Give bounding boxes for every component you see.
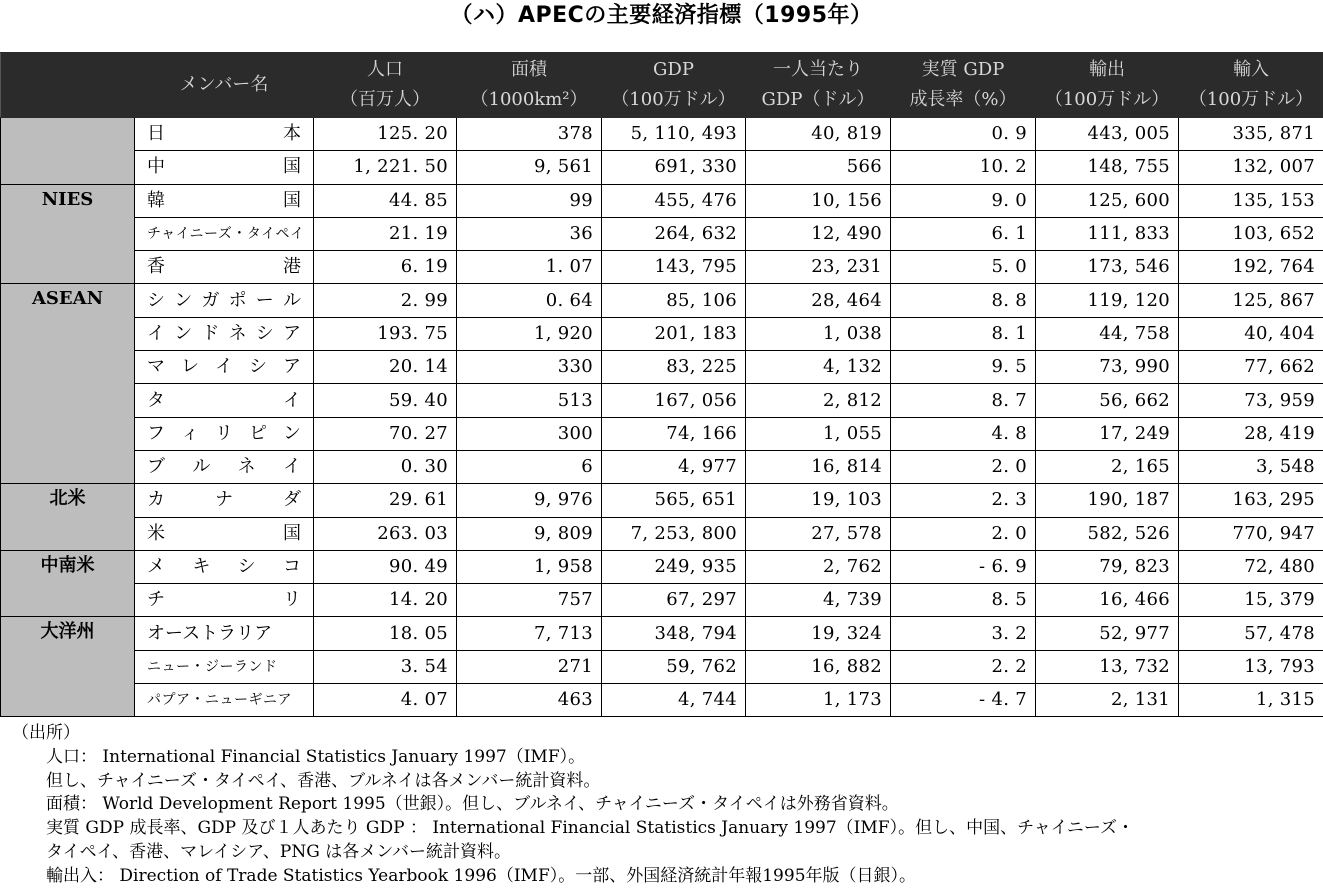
member-name-part: 国 [283,522,301,544]
gdp-cell: 67, 297 [602,584,746,617]
member-name-cell [135,684,314,717]
member-name-part: 国 [283,156,301,178]
gdp-cell: 167, 056 [602,384,746,417]
table-row [1,151,1323,184]
gdp-per-capita-cell: 566 [746,151,891,184]
gdp-cell: 4, 977 [602,450,746,483]
table-row [1,650,1323,683]
gdp-header-line2: （100万ドル） [611,89,736,110]
area-cell: 36 [457,217,602,250]
population-cell: 14. 20 [314,584,457,617]
population-header-line2: （百万人） [340,89,430,110]
member-name-part: ア [282,322,301,344]
area-cell: 271 [457,650,602,683]
member-name-part: 米 [147,522,165,544]
member-name-part: タ [147,389,165,411]
area-header [457,53,602,118]
gdp-per-capita-cell: 16, 814 [746,450,891,483]
member-name [147,585,301,615]
table-row [1,284,1323,317]
member-name-cell [135,517,314,550]
member-name-part: リ [215,422,233,444]
member-name [147,352,301,382]
area-header-line1: 面積 [511,59,547,80]
growth-rate-cell: 8. 1 [891,317,1036,350]
population-cell: 44. 85 [314,184,457,217]
group-label-cell: 中南米 [1,550,135,617]
population-cell: 20. 14 [314,351,457,384]
member-name-part: イ [215,356,233,378]
member-name-header [135,53,314,118]
population-cell: 3. 54 [314,650,457,683]
area-cell: 0. 64 [457,284,602,317]
member-name-cell [135,650,314,683]
growth-rate-cell: 2. 3 [891,484,1036,517]
area-cell: 463 [457,684,602,717]
member-name-part: ポ [228,289,247,311]
member-name-cell [135,584,314,617]
member-name-part: シ [147,289,165,311]
page-title: （ハ）APECの主要経済指標（1995年） [450,3,873,28]
gdp-cell: 565, 651 [602,484,746,517]
area-cell: 6 [457,450,602,483]
member-name-part: イ [283,389,301,411]
member-name-part: チャイニーズ・タイペイ [147,226,305,243]
member-name-part: フ [147,422,165,444]
imports-cell: 103, 652 [1179,217,1323,250]
imports-header [1179,53,1323,118]
imports-cell: 163, 295 [1179,484,1323,517]
member-name-part: ン [283,422,301,444]
growth-rate-cell: 6. 1 [891,217,1036,250]
exports-cell: 119, 120 [1036,284,1179,317]
imports-cell: 192, 764 [1179,251,1323,284]
gdp-per-capita-cell: 2, 812 [746,384,891,417]
member-name [147,419,301,449]
member-name-part: ィ [181,422,199,444]
member-name-cell [135,317,314,350]
note-gdp-exception: タイペイ、香港、マレイシア、PNG は各メンバー統計資料。 [46,841,512,862]
member-name-part: イ [282,456,301,478]
group-header [1,53,135,118]
table-row [1,550,1323,583]
exports-cell: 111, 833 [1036,217,1179,250]
member-name [147,252,301,282]
growth-rate-cell: 2. 0 [891,517,1036,550]
imports-cell: 40, 404 [1179,317,1323,350]
table-body [1,118,1323,717]
growth-rate-cell: 9. 0 [891,184,1036,217]
member-name [147,152,301,182]
member-name-part: ガ [201,289,220,311]
member-name-cell [135,351,314,384]
gdp-cell: 201, 183 [602,317,746,350]
growth-rate-cell: 2. 2 [891,650,1036,683]
gdp-cell: 4, 744 [602,684,746,717]
gdp-per-capita-cell: 4, 739 [746,584,891,617]
growth-rate-cell: 4. 8 [891,417,1036,450]
group-label-cell: 北米 [1,484,135,551]
imports-cell: 13, 793 [1179,650,1323,683]
imports-cell: 135, 153 [1179,184,1323,217]
member-name [147,119,301,149]
growth-rate-cell: 5. 0 [891,251,1036,284]
exports-cell: 173, 546 [1036,251,1179,284]
member-name-cell [135,184,314,217]
imports-cell: 57, 478 [1179,617,1323,650]
exports-cell: 44, 758 [1036,317,1179,350]
exports-cell: 17, 249 [1036,417,1179,450]
area-cell: 9, 976 [457,484,602,517]
gdp-cell: 7, 253, 800 [602,517,746,550]
table-row [1,517,1323,550]
area-cell: 757 [457,584,602,617]
table-header [1,53,1323,118]
gdp-per-capita-cell: 16, 882 [746,650,891,683]
member-name-part: チ [147,589,165,611]
note-population-exception: 但し、チャイニーズ・タイペイ、香港、ブルネイは各メンバー統計資料。 [46,770,601,791]
member-name [147,452,301,482]
table-row [1,450,1323,483]
population-cell: 70. 27 [314,417,457,450]
gdp-per-capita-cell: 4, 132 [746,351,891,384]
growth-rate-cell: 8. 7 [891,384,1036,417]
exports-cell: 190, 187 [1036,484,1179,517]
growth-rate-header-line1: 実質 GDP [921,59,1005,80]
member-name-part: ン [174,289,193,311]
area-cell: 99 [457,184,602,217]
exports-header-line1: 輸出 [1089,59,1125,80]
member-name-part: 港 [283,256,301,278]
member-name-part: ネ [228,322,247,344]
gdp-cell: 59, 762 [602,650,746,683]
table-row [1,351,1323,384]
member-name-part: シ [255,322,274,344]
table-row [1,317,1323,350]
member-name-part: シ [249,356,267,378]
gdp-per-capita-cell: 2, 762 [746,550,891,583]
member-name [147,552,301,582]
header-row [1,53,1323,118]
gdp-cell: 5, 110, 493 [602,118,746,151]
exports-cell: 125, 600 [1036,184,1179,217]
table-row [1,118,1323,151]
member-name-part: ピ [249,422,267,444]
exports-cell: 2, 165 [1036,450,1179,483]
exports-cell: 52, 977 [1036,617,1179,650]
group-label-cell: 大洋州 [1,617,135,717]
member-name-part: ダ [283,489,301,511]
member-name-cell [135,251,314,284]
group-label-cell [1,118,135,185]
area-cell: 9, 809 [457,517,602,550]
member-name-part: ン [174,322,193,344]
member-name [147,685,301,715]
growth-rate-cell: 0. 9 [891,118,1036,151]
gdp-per-capita-cell: 40, 819 [746,118,891,151]
member-name-cell [135,617,314,650]
member-name-part: リ [283,589,301,611]
imports-header-line2: （100万ドル） [1188,89,1314,110]
population-cell: 6. 19 [314,251,457,284]
imports-cell: 770, 947 [1179,517,1323,550]
note-population: 人口： International Financial Statistics January 1997（IMF）。 [46,746,586,767]
member-name-cell [135,450,314,483]
gdp-cell: 85, 106 [602,284,746,317]
imports-cell: 77, 662 [1179,351,1323,384]
growth-rate-header [891,53,1036,118]
gdp-cell: 74, 166 [602,417,746,450]
exports-cell: 13, 732 [1036,650,1179,683]
member-name-header-line1: メンバー名 [179,74,269,95]
exports-cell: 582, 526 [1036,517,1179,550]
imports-cell: 1, 315 [1179,684,1323,717]
gdp-per-capita-cell: 27, 578 [746,517,891,550]
population-cell: 59. 40 [314,384,457,417]
notes-heading: （出所） [12,723,80,743]
group-label-cell: ASEAN [1,284,135,484]
member-name-part: オーストラリア [147,622,273,644]
member-name-cell [135,151,314,184]
gdp-header-line1: GDP [653,59,694,80]
population-cell: 193. 75 [314,317,457,350]
growth-rate-cell: 3. 2 [891,617,1036,650]
exports-cell: 2, 131 [1036,684,1179,717]
growth-rate-cell: 10. 2 [891,151,1036,184]
member-name-part: イ [147,322,165,344]
table-row [1,617,1323,650]
table-row [1,217,1323,250]
member-name [147,519,301,549]
area-cell: 513 [457,384,602,417]
area-cell: 7, 713 [457,617,602,650]
member-name-part: 香 [147,256,165,278]
gdp-per-capita-cell: 1, 055 [746,417,891,450]
table-row [1,417,1323,450]
gdp-cell: 83, 225 [602,351,746,384]
member-name-cell [135,217,314,250]
member-name-cell [135,417,314,450]
note-trade: 輸出入： Direction of Trade Statistics Yearbook 1996（IMF）。一部、外国経済統計年報1995年版（日銀）。 [46,865,917,886]
table-row [1,251,1323,284]
growth-rate-cell: 9. 5 [891,351,1036,384]
group-label-cell: NIES [1,184,135,284]
member-name [147,652,301,682]
population-cell: 4. 07 [314,684,457,717]
area-cell: 330 [457,351,602,384]
area-cell: 1. 07 [457,251,602,284]
note-area: 面積： World Development Report 1995（世銀）。但し、ブルネイ、チャイニーズ・タイペイは外務省資料。 [46,794,899,815]
exports-cell: 16, 466 [1036,584,1179,617]
member-name-part: カ [147,489,165,511]
imports-cell: 3, 548 [1179,450,1323,483]
member-name-cell [135,484,314,517]
member-name [147,386,301,416]
source-notes [12,722,1317,889]
table-row [1,684,1323,717]
exports-cell: 443, 005 [1036,118,1179,151]
member-name-cell [135,284,314,317]
member-name [147,219,305,249]
member-name-part: ニュー・ジーランド [147,658,278,675]
growth-rate-cell: 2. 0 [891,450,1036,483]
growth-rate-cell: 8. 5 [891,584,1036,617]
member-name-part: メ [147,556,165,577]
gdp-per-capita-cell: 1, 038 [746,317,891,350]
table-row [1,184,1323,217]
note-gdp: 実質 GDP 成長率、GDP 及び１人あたり GDP ： International Financial Statistics January 1997（IMF）。但し、中国、チャイニーズ・ [46,818,1135,839]
population-cell: 263. 03 [314,517,457,550]
member-name-part: 本 [283,123,301,145]
population-header-line1: 人口 [367,59,403,80]
member-name-part: 韓 [147,189,165,211]
member-name-part: コ [282,556,301,577]
member-name-part: ア [283,356,301,378]
area-cell: 378 [457,118,602,151]
exports-cell: 73, 990 [1036,351,1179,384]
imports-cell: 335, 871 [1179,118,1323,151]
gdp-per-capita-cell: 19, 103 [746,484,891,517]
gdp-cell: 249, 935 [602,550,746,583]
member-name-part: 日 [147,123,165,145]
gdp-per-capita-cell: 28, 464 [746,284,891,317]
area-cell: 300 [457,417,602,450]
gdp-per-capita-header-line1: 一人当たり [773,59,863,80]
gdp-cell: 264, 632 [602,217,746,250]
table-row [1,384,1323,417]
member-name-part: レ [181,356,199,378]
gdp-cell: 691, 330 [602,151,746,184]
member-name-cell [135,384,314,417]
exports-header-line2: （100万ドル） [1044,89,1170,110]
gdp-per-capita-header-line2: GDP（ドル） [761,89,875,110]
imports-cell: 72, 480 [1179,550,1323,583]
gdp-per-capita-cell: 1, 173 [746,684,891,717]
gdp-cell: 455, 476 [602,184,746,217]
growth-rate-cell: - 4. 7 [891,684,1036,717]
gdp-per-capita-cell: 23, 231 [746,251,891,284]
gdp-cell: 348, 794 [602,617,746,650]
population-cell: 125. 20 [314,118,457,151]
member-name [147,319,301,349]
growth-rate-cell: - 6. 9 [891,550,1036,583]
table-row [1,484,1323,517]
population-cell: 18. 05 [314,617,457,650]
imports-cell: 15, 379 [1179,584,1323,617]
member-name [147,186,301,216]
exports-cell: 79, 823 [1036,550,1179,583]
population-cell: 2. 99 [314,284,457,317]
member-name [147,485,301,515]
member-name-part: ネ [237,456,256,478]
imports-cell: 73, 959 [1179,384,1323,417]
member-name-part: キ [192,556,211,577]
member-name-part: シ [237,556,256,577]
table-row [1,584,1323,617]
area-header-line2: （1000km²） [470,89,588,110]
exports-cell: 56, 662 [1036,384,1179,417]
gdp-per-capita-cell: 10, 156 [746,184,891,217]
member-name-cell [135,550,314,583]
exports-cell: 148, 755 [1036,151,1179,184]
member-name-part: 中 [147,156,165,178]
area-cell: 1, 958 [457,550,602,583]
gdp-per-capita-cell: 19, 324 [746,617,891,650]
member-name-part: マ [147,356,165,378]
member-name-part: ル [192,456,211,478]
imports-cell: 28, 419 [1179,417,1323,450]
imports-cell: 132, 007 [1179,151,1323,184]
population-cell: 1, 221. 50 [314,151,457,184]
member-name-cell [135,118,314,151]
member-name-part: ブ [147,456,165,478]
gdp-per-capita-cell: 12, 490 [746,217,891,250]
growth-rate-header-line2: 成長率（%） [909,89,1017,110]
growth-rate-cell: 8. 8 [891,284,1036,317]
imports-header-line1: 輸入 [1233,59,1269,80]
imports-cell: 125, 867 [1179,284,1323,317]
member-name [147,619,301,649]
gdp-cell: 143, 795 [602,251,746,284]
gdp-header [602,53,746,118]
area-cell: 9, 561 [457,151,602,184]
population-cell: 29. 61 [314,484,457,517]
member-name-part: ド [201,322,220,344]
population-cell: 0. 30 [314,450,457,483]
population-header [314,53,457,118]
population-cell: 21. 19 [314,217,457,250]
member-name [147,286,301,316]
exports-header [1036,53,1179,118]
gdp-per-capita-header [746,53,891,118]
member-name-part: ル [282,289,301,311]
apec-indicators-table [0,52,1323,717]
member-name-part: ナ [215,489,233,511]
area-cell: 1, 920 [457,317,602,350]
member-name-part: 国 [283,189,301,211]
population-cell: 90. 49 [314,550,457,583]
member-name-part: パプア・ニューギニア [147,692,292,709]
member-name-part: ー [255,289,274,311]
